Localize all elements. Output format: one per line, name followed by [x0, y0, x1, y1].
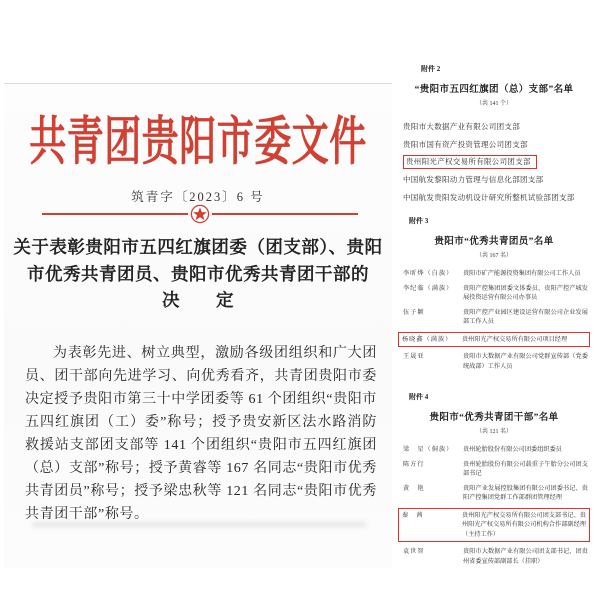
person-position: 贵阳市大数据产业有限公司党群宣传部（党委统战部）工作人员 [463, 353, 588, 370]
person-name: 伍子颖 [403, 308, 425, 316]
document-title-line1: 关于表彰贵阳市五四红旗团委（团支部）、贵阳 [13, 237, 383, 257]
appendix-3-label: 附件 3 [409, 217, 429, 225]
person-name: 梁 星（侗族） [403, 446, 454, 453]
person-position: 贵州轮胎股份有限公司团委组织委员 [463, 446, 562, 453]
org-list-item [403, 170, 590, 188]
person-name: 杨晓鑫（满族） [402, 335, 453, 343]
appendix-4-title: 贵阳市“优秀共青团干部”名单 [429, 413, 559, 423]
appendix-2-org-list [403, 117, 590, 205]
person-name: 黄 艳 [403, 484, 425, 492]
appendix-4-name-list [403, 445, 588, 566]
person-name: 李纪临（满族） [403, 284, 454, 292]
person-name: 王晟亚 [403, 353, 425, 360]
person-position: 贵阳产业发展控股集团有限公司团委书记、贵阳产控集团党群工作部群团管理经理 [463, 484, 588, 501]
appendix-page-4 [398, 392, 590, 571]
appendix-page-2 [398, 64, 590, 205]
org-name: 贵阳市国有资产投资管理公司团支部 [403, 139, 528, 149]
appendix-4-label: 附件 4 [409, 393, 429, 401]
appendix-2-label: 附件 2 [421, 65, 441, 73]
appendix-3-name-list [403, 269, 588, 371]
red-star-divider [42, 203, 358, 225]
person-name: 陈方行 [403, 460, 425, 468]
person-row [403, 269, 588, 279]
highlighted-org-name: 贵州阳光产权交易所有限公司团支部 [403, 155, 537, 169]
person-row [403, 445, 588, 455]
person-position: 贵州轮胎股份有限公司载重子午胎分公司团支部书记 [463, 460, 588, 477]
person-name: 秦 茜 [402, 511, 424, 519]
highlighted-person-row [398, 332, 590, 348]
appendix-3-title: 贵阳市“优秀共青团员”名单 [434, 237, 554, 247]
org-list-item [403, 152, 590, 170]
divider-line-left [42, 213, 188, 215]
person-position: 贵州阳光产权交易所有限公司团支部书记、贵州阳光产权交易所有限公司机构合作部副经理（主持工作） [462, 511, 586, 538]
red-star-icon [190, 204, 210, 224]
person-row [403, 547, 588, 566]
appendix-2-title: “贵阳市五四红旗团（总）支部”名单 [414, 85, 574, 95]
org-list-item [403, 188, 590, 206]
person-row [403, 484, 588, 503]
person-position: 贵州阳光产权交易所有限公司项目经理 [462, 335, 568, 343]
person-name: 袁世智 [403, 548, 425, 555]
document-title [12, 234, 384, 314]
appendix-4-count: （共 121 名） [475, 429, 512, 435]
org-name: 贵阳市大数据产业有限公司团支部 [403, 122, 520, 131]
person-row [403, 352, 588, 371]
person-row [403, 460, 588, 479]
person-name: 李昕烨（白族） [403, 270, 454, 277]
org-list-item [403, 117, 590, 135]
document-title-line2: 市优秀共青团员、贵阳市优秀共青团干部的 [27, 263, 369, 284]
document-masthead: 共青团贵阳市委文件 [29, 113, 367, 172]
highlighted-person-row [398, 508, 590, 543]
document-title-line3: 决 定 [162, 290, 234, 310]
document-body-paragraph: 为表彰先进、树立典型，激励各级团组织和广大团员、团干部向先进学习、向优秀看齐，共青团贵阳市委决定授予贵阳市第三十中学团委等 61 个团组织“贵阳市五四红旗团（工）委”称号；授予贵安新区法水路消防救援站支部团支部等 141 个团组织“贵阳市五四红旗团（总）支部”称号；授予黄睿等 167 名同志“贵阳市优秀共青团员”称号；授予梁忠秋等 121 名同志“贵阳市优秀共青团干部”称号。 [25, 346, 377, 522]
document-number: 筑青字〔2023〕6 号 [131, 190, 265, 204]
appendix-2-count: （共 141 个） [475, 101, 512, 107]
appendix-page-3 [398, 216, 590, 376]
person-position: 贵阳市大数据产业有限公司团支部书记、团贵州省委宣传部副部长（挂职） [463, 548, 588, 565]
divider-line-right [212, 213, 358, 215]
scan-smudge-artifact [32, 522, 366, 527]
org-name: 中国航发贵阳发动机设计研究所整机试验部团支部 [403, 192, 575, 202]
person-position: 贵阳产控产业园区建设运营有限公司企业发展部工作人员 [463, 308, 588, 325]
person-position: 贵阳市矿产能源投资集团有限公司工作人员 [463, 270, 581, 277]
main-document-page [4, 83, 392, 568]
person-row [403, 284, 588, 303]
appendix-3-count: （共 167 名） [475, 253, 512, 259]
org-name: 中国航发黎阳动力管理与信息化部团支部 [403, 175, 544, 184]
org-list-item [403, 135, 590, 153]
person-row [403, 308, 588, 327]
person-position: 贵阳产控集团团委文体委员、贵阳产控产城发展投资运营有限公司办事员 [463, 284, 588, 301]
